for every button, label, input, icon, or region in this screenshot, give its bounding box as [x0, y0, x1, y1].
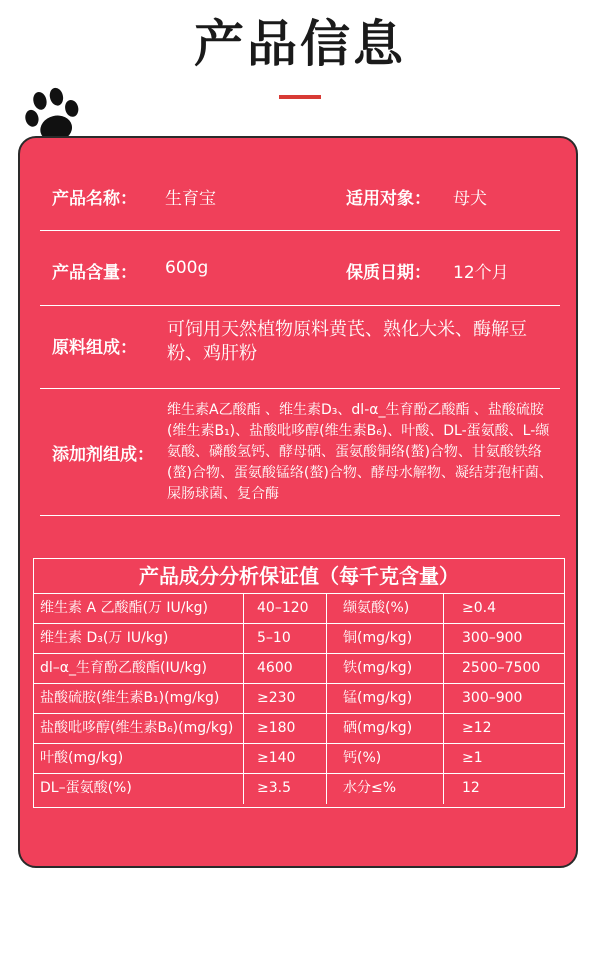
- nutrient-value-cell: ≥180: [244, 714, 327, 743]
- nutrient-name-cell: 缬氨酸(%): [327, 594, 444, 623]
- page-title: 产品信息: [194, 15, 406, 73]
- table-row: [34, 654, 564, 684]
- table-row: [34, 684, 564, 714]
- nutrient-value-cell: ≥3.5: [244, 774, 327, 804]
- analysis-table: [33, 558, 565, 808]
- shelf-life-label: 保质日期：: [346, 263, 431, 283]
- divider: [40, 230, 560, 231]
- content-label: 产品含量：: [52, 263, 137, 283]
- table-row: [34, 594, 564, 624]
- nutrient-name-cell: 铁(mg/kg): [327, 654, 444, 683]
- table-body: [34, 594, 564, 804]
- nutrient-value-cell: 12: [462, 780, 480, 796]
- nutrient-value-cell: ≥140: [244, 744, 327, 773]
- product-name-value: 生育宝: [165, 189, 216, 209]
- nutrient-name-cell: 铜(mg/kg): [327, 624, 444, 653]
- table-row: [34, 714, 564, 744]
- nutrient-value-cell: 300–900: [462, 630, 523, 646]
- nutrient-value-cell: 5–10: [244, 624, 327, 653]
- nutrient-value-cell: ≥0.4: [462, 600, 496, 616]
- nutrient-value-cell: ≥230: [244, 684, 327, 713]
- nutrient-name-cell: dl–α_生育酚乙酸酯(IU/kg): [34, 654, 244, 683]
- nutrient-name-cell: 钙(%): [327, 744, 444, 773]
- nutrient-value-cell: 4600: [244, 654, 327, 683]
- nutrient-value-cell: 40–120: [244, 594, 327, 623]
- additive-label: 添加剂组成：: [52, 445, 154, 465]
- nutrient-name-cell: 维生素 A 乙酸酯(万 IU/kg): [34, 594, 244, 623]
- nutrient-name-cell: 盐酸硫胺(维生素B₁)(mg/kg): [34, 684, 244, 713]
- divider: [40, 388, 560, 389]
- product-name-label: 产品名称：: [52, 189, 137, 209]
- nutrient-name-cell: 盐酸吡哆醇(维生素B₆)(mg/kg): [34, 714, 244, 743]
- nutrient-name-cell: 硒(mg/kg): [327, 714, 444, 743]
- table-title: 产品成分分析保证值（每千克含量）: [34, 559, 564, 594]
- divider: [40, 515, 560, 516]
- raw-material-value: 可饲用天然植物原料黄芪、熟化大米、酶解豆粉、鸡肝粉: [167, 319, 527, 364]
- nutrient-name-cell: 维生素 D₃(万 IU/kg): [34, 624, 244, 653]
- nutrient-name-cell: 水分≤%: [327, 774, 444, 804]
- table-row: [34, 744, 564, 774]
- nutrient-value-cell: 2500–7500: [462, 660, 541, 676]
- table-row: [34, 624, 564, 654]
- nutrient-value-cell: ≥1: [462, 750, 483, 766]
- nutrient-value-cell: ≥12: [462, 720, 492, 736]
- shelf-life-value: 12个月: [453, 263, 509, 283]
- divider: [40, 305, 560, 306]
- title-underline: [279, 95, 321, 99]
- additive-value: 维生素A乙酸酯 、维生素D₃、dl-α_生育酚乙酸酯 、盐酸硫胺(维生素B₁)、盐酸吡哆醇(维生素B₆)、叶酸、DL-蛋氨酸、L-缬氨酸、磷酸氢钙、酵母硒、蛋氨酸铜络(螯)合物、甘氨酸铁络(螯)合物、蛋氨酸锰络(螯)合物、酵母水解物、凝结芽孢杆菌、屎肠球菌、复合酶: [167, 402, 553, 502]
- nutrient-name-cell: DL–蛋氨酸(%): [34, 774, 244, 804]
- content-value: 600g: [165, 258, 209, 278]
- raw-material-label: 原料组成：: [52, 338, 137, 358]
- nutrient-value-cell: 300–900: [462, 690, 523, 706]
- target-value: 母犬: [453, 189, 487, 209]
- nutrient-name-cell: 叶酸(mg/kg): [34, 744, 244, 773]
- target-label: 适用对象：: [346, 189, 431, 209]
- nutrient-name-cell: 锰(mg/kg): [327, 684, 444, 713]
- table-row: [34, 774, 564, 804]
